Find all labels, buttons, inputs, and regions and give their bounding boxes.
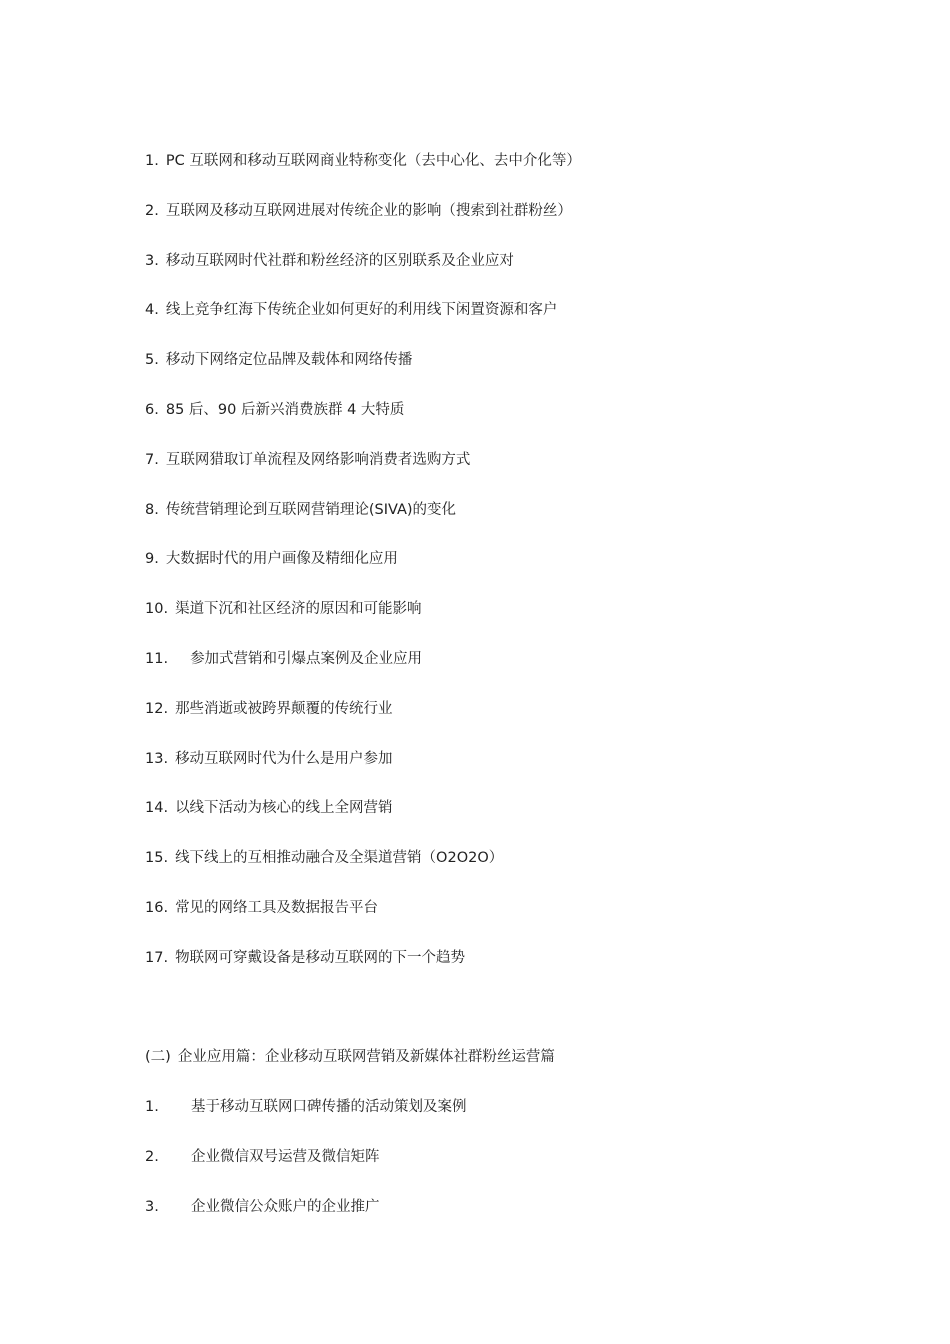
- item-number: 16.: [145, 899, 169, 916]
- item-number: 13.: [145, 750, 169, 767]
- item-number: 5.: [145, 352, 159, 369]
- item-number: 3.: [145, 252, 159, 269]
- item-text: 以线下活动为核心的线上全网营销: [175, 800, 393, 817]
- item-number: 3.: [145, 1198, 159, 1215]
- list-item: [145, 1097, 467, 1147]
- list-item: [145, 699, 581, 749]
- item-text: 互联网及移动互联网进展对传统企业的影响（搜索到社群粉丝）: [165, 202, 572, 219]
- item-text: 参加式营销和引爆点案例及企业应用: [190, 650, 423, 667]
- item-text: 物联网可穿戴设备是移动互联网的下一个趋势: [175, 949, 466, 966]
- item-text: 企业微信双号运营及微信矩阵: [191, 1148, 380, 1165]
- item-number: 4.: [145, 302, 159, 319]
- section-heading: [145, 1047, 555, 1067]
- list-item: [145, 201, 581, 251]
- list-item: [145, 350, 581, 400]
- item-text: 线上竞争红海下传统企业如何更好的利用线下闲置资源和客户: [165, 302, 558, 319]
- item-text: 传统营销理论到互联网营销理论(SIVA)的变化: [165, 501, 457, 518]
- list-item: [145, 749, 581, 799]
- list-item: [145, 798, 581, 848]
- item-number: 2.: [145, 202, 159, 219]
- list-item: [145, 549, 581, 599]
- item-text: 基于移动互联网口碑传播的活动策划及案例: [191, 1099, 467, 1115]
- item-number: 15.: [145, 850, 169, 867]
- item-number: 1.: [145, 1099, 159, 1115]
- list-item: [145, 848, 581, 898]
- item-number: 2.: [145, 1148, 159, 1165]
- item-number: 17.: [145, 949, 169, 966]
- item-number: 1.: [145, 153, 159, 169]
- item-text: 常见的网络工具及数据报告平台: [175, 899, 379, 916]
- list-item: [145, 300, 581, 350]
- item-number: 12.: [145, 700, 169, 717]
- item-text: 渠道下沉和社区经济的原因和可能影响: [175, 601, 422, 618]
- section-title: 企业应用篇：企业移动互联网营销及新媒体社群粉丝运营篇: [177, 1049, 555, 1065]
- item-text: PC 互联网和移动互联网商业特称变化（去中心化、去中介化等）: [165, 153, 581, 169]
- list-item: [145, 1147, 467, 1197]
- list-item: [145, 500, 581, 550]
- item-number: 7.: [145, 451, 159, 468]
- item-number: 9.: [145, 551, 159, 568]
- item-text: 85 后、90 后新兴消费族群 4 大特质: [165, 401, 405, 418]
- list-item: [145, 450, 581, 500]
- item-text: 那些消逝或被跨界颠覆的传统行业: [175, 700, 393, 717]
- item-text: 移动互联网时代社群和粉丝经济的区别联系及企业应对: [165, 252, 514, 269]
- item-number: 6.: [145, 401, 159, 418]
- item-text: 线下线上的互相推动融合及全渠道营销（O2O2O）: [175, 850, 504, 867]
- item-number: 10.: [145, 601, 169, 618]
- item-text: 移动下网络定位品牌及载体和网络传播: [165, 352, 413, 369]
- item-number: 14.: [145, 800, 169, 817]
- item-number: 11.: [145, 650, 169, 667]
- item-text: 大数据时代的用户画像及精细化应用: [165, 551, 398, 568]
- list-item: [145, 948, 581, 998]
- item-text: 企业微信公众账户的企业推广: [191, 1198, 380, 1215]
- topic-list-two: [145, 1097, 467, 1246]
- topic-list-one: [145, 151, 581, 998]
- list-item: [145, 151, 581, 201]
- list-item: [145, 251, 581, 301]
- list-item: [145, 599, 581, 649]
- list-item: [145, 649, 581, 699]
- section-prefix: (二): [145, 1049, 171, 1065]
- list-item: [145, 1197, 467, 1247]
- item-number: 8.: [145, 501, 159, 518]
- list-item: [145, 898, 581, 948]
- list-item: [145, 400, 581, 450]
- item-text: 移动互联网时代为什么是用户参加: [175, 750, 393, 767]
- item-text: 互联网猎取订单流程及网络影响消费者选购方式: [165, 451, 471, 468]
